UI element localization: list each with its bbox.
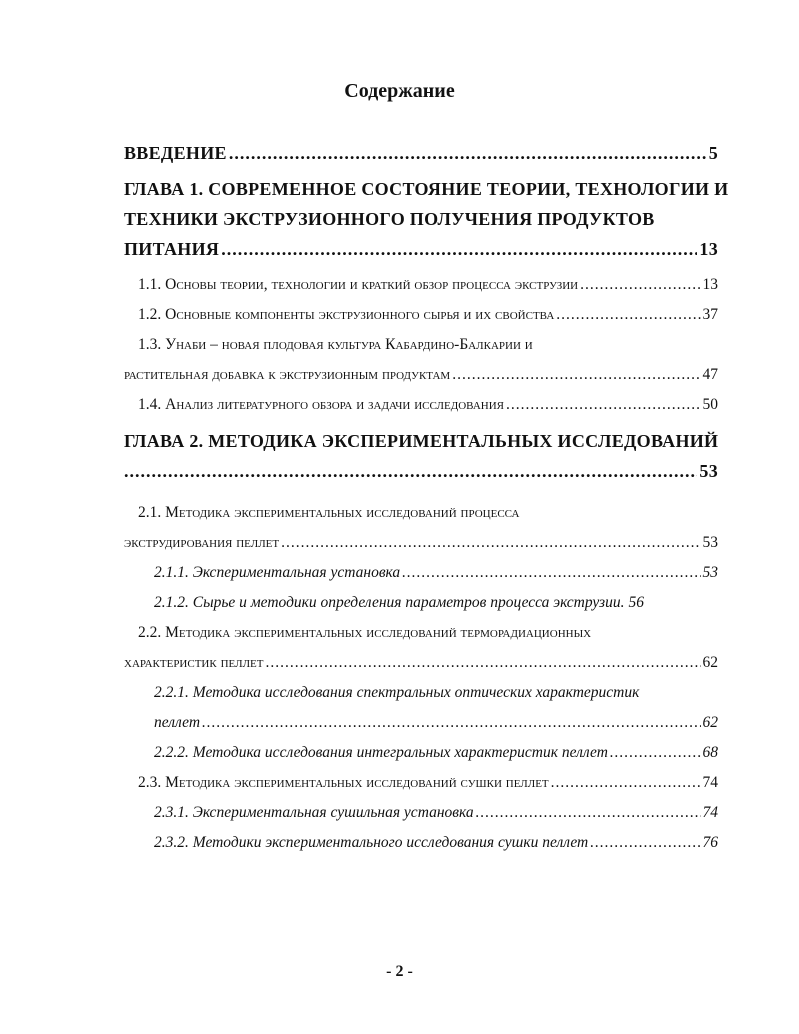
toc-entry-title: экструдирования пеллет: [124, 534, 280, 551]
dot-leader: [229, 138, 707, 168]
dot-leader: [202, 708, 700, 738]
toc-page-number: 5: [708, 143, 718, 163]
toc-entry-2-2-1-line-1[interactable]: 2.2.1. Методика исследования спектральных оптических характеристик: [154, 684, 640, 701]
toc-page-number: 53: [702, 564, 718, 581]
page-number-footer: - 2 -: [386, 963, 413, 980]
dot-leader: [610, 738, 701, 768]
toc-page-number: 74: [702, 804, 718, 821]
toc-entry-1-4[interactable]: [124, 390, 718, 420]
toc-page-number: 50: [702, 396, 718, 413]
dot-leader: [551, 768, 701, 798]
dot-leader: [265, 648, 700, 678]
toc-entry-1-3[interactable]: [124, 360, 718, 390]
toc-page-number: 62: [702, 654, 718, 671]
dot-leader: [124, 456, 697, 486]
toc-entry-1-2[interactable]: [124, 300, 718, 330]
toc-entry-2-3[interactable]: [124, 768, 718, 798]
toc-entry-title: ПИТАНИЯ: [124, 239, 220, 259]
dot-leader: [506, 390, 701, 420]
toc-entry-title: 2.3. Методика экспериментальных исследований сушки пеллет: [138, 774, 549, 791]
table-of-contents: [124, 138, 729, 858]
toc-entry-2-1[interactable]: [124, 528, 718, 558]
toc-entry-title: 1.4. Анализ литературного обзора и задачи исследования: [138, 396, 504, 413]
toc-page-number: 47: [702, 366, 718, 383]
toc-page-number: 13: [699, 239, 718, 259]
toc-page-number: 56: [628, 594, 644, 611]
toc-entry-chapter-1-line-1[interactable]: ГЛАВА 1. СОВРЕМЕННОЕ СОСТОЯНИЕ ТЕОРИИ, ТЕХНОЛОГИИ И: [124, 179, 729, 199]
toc-entry-chapter-2[interactable]: [124, 456, 718, 486]
dot-leader: [476, 798, 701, 828]
dot-leader: [590, 828, 700, 858]
toc-entry-title: растительная добавка к экструзионным продуктам: [124, 366, 451, 383]
toc-entry-introduction[interactable]: [124, 138, 718, 168]
toc-entry-2-1-2[interactable]: [124, 588, 718, 618]
toc-page-number: 53: [699, 461, 718, 481]
toc-entry-1-1[interactable]: [124, 270, 718, 300]
toc-page-number: 74: [702, 774, 718, 791]
dot-leader: [281, 528, 700, 558]
toc-entry-chapter-1-line-2[interactable]: ТЕХНИКИ ЭКСТРУЗИОННОГО ПОЛУЧЕНИЯ ПРОДУКТОВ: [124, 209, 655, 229]
toc-entry-2-1-1[interactable]: [124, 558, 718, 588]
toc-entry-2-2-line-1[interactable]: 2.2. Методика экспериментальных исследований терморадиационных: [138, 624, 592, 641]
page-title: Содержание: [344, 80, 455, 102]
toc-entry-title: 2.2.2. Методика исследования интегральных характеристик пеллет: [154, 744, 608, 761]
toc-entry-chapter-1[interactable]: [124, 234, 718, 264]
toc-entry-title: ВВЕДЕНИЕ: [124, 143, 227, 163]
toc-entry-title: характеристик пеллет: [124, 654, 264, 671]
toc-entry-title: 2.3.1. Экспериментальная сушильная установка: [154, 804, 474, 821]
toc-entry-title: 2.1.1. Экспериментальная установка: [154, 564, 401, 581]
toc-entry-title: 2.1.2. Сырье и методики определения параметров процесса экструзии.: [154, 594, 625, 611]
toc-entry-2-2[interactable]: [124, 648, 718, 678]
toc-page-number: 76: [702, 834, 718, 851]
toc-page-number: 68: [702, 744, 718, 761]
toc-page-number: 13: [702, 276, 718, 293]
toc-entry-2-3-2[interactable]: [124, 828, 718, 858]
toc-entry-2-1-line-1[interactable]: 2.1. Методика экспериментальных исследований процесса: [138, 504, 520, 521]
toc-entry-title: 1.2. Основные компоненты экструзионного сырья и их свойства: [138, 306, 555, 323]
toc-page-number: 37: [702, 306, 718, 323]
toc-entry-chapter-2-line-1[interactable]: ГЛАВА 2. МЕТОДИКА ЭКСПЕРИМЕНТАЛЬНЫХ ИССЛЕДОВАНИЙ: [124, 431, 719, 451]
toc-entry-2-2-2[interactable]: [124, 738, 718, 768]
dot-leader: [556, 300, 700, 330]
toc-entry-1-3-line-1[interactable]: 1.3. Унаби – новая плодовая культура Кабардино-Балкарии и: [138, 336, 533, 353]
toc-entry-2-3-1[interactable]: [124, 798, 718, 828]
toc-entry-title: 2.3.2. Методики экспериментального исследования сушки пеллет: [154, 834, 589, 851]
dot-leader: [221, 234, 697, 264]
toc-page-number: 62: [702, 714, 718, 731]
toc-page-number: 53: [702, 534, 718, 551]
toc-entry-title: 1.1. Основы теории, технологии и краткий обзор процесса экструзии: [138, 276, 579, 293]
dot-leader: [452, 360, 700, 390]
toc-entry-2-2-1[interactable]: [124, 708, 718, 738]
toc-entry-title: пеллет: [154, 714, 201, 731]
dot-leader: [402, 558, 700, 588]
dot-leader: [580, 270, 700, 300]
